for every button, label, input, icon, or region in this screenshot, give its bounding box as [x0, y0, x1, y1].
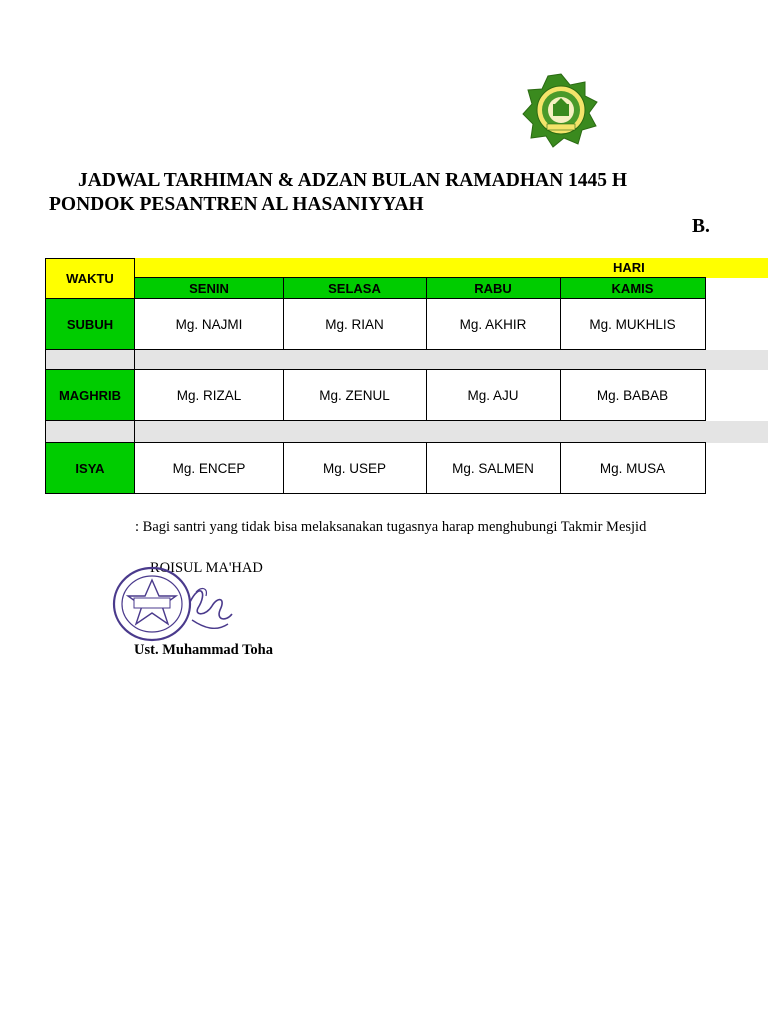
time-cell-maghrib — [45, 370, 135, 421]
day-header-selasa — [283, 278, 426, 298]
assignee-name: Mg. USEP — [322, 461, 387, 476]
table-cell — [283, 443, 426, 494]
day-header-senin — [135, 278, 283, 298]
grid-line — [560, 442, 561, 494]
table-cell — [426, 443, 560, 494]
day-label-selasa: SELASA — [328, 280, 381, 296]
grid-line — [45, 298, 705, 299]
hari-label: HARI — [613, 260, 645, 275]
day-header-rabu — [426, 278, 560, 298]
grid-line — [283, 369, 284, 421]
day-label-senin: SENIN — [189, 280, 229, 296]
grid-line — [45, 493, 706, 494]
assignee-name: Mg. ENCEP — [172, 461, 246, 476]
table-cell — [135, 370, 283, 421]
day-header-kamis — [560, 278, 705, 298]
grid-line — [45, 442, 705, 443]
grid-line — [45, 258, 135, 259]
day-label-kamis: KAMIS — [611, 280, 654, 296]
table-cell — [560, 298, 705, 350]
grid-line — [426, 369, 427, 421]
grid-line — [45, 420, 705, 421]
table-cell — [135, 443, 283, 494]
page-subtitle: PONDOK PESANTREN AL HASANIYYAH — [49, 194, 424, 215]
day-label-rabu: RABU — [474, 280, 512, 296]
assignee-name: Mg. NAJMI — [175, 316, 243, 332]
spacer-row — [45, 350, 768, 370]
assignee-name: Mg. SALMEN — [452, 461, 534, 476]
grid-line — [426, 277, 427, 350]
table-cell — [560, 370, 705, 421]
grid-line — [134, 258, 135, 494]
grid-line — [560, 369, 561, 421]
assignee-name: Mg. BABAB — [596, 388, 669, 403]
grid-line — [45, 258, 46, 494]
table-cell — [135, 298, 283, 350]
spacer-row — [45, 421, 768, 443]
assignee-name: Mg. ZENUL — [319, 388, 390, 403]
waktu-header-cell — [45, 258, 135, 298]
truncated-heading: B. — [692, 216, 710, 237]
time-label: MAGHRIB — [58, 388, 122, 403]
signer-role: ROISUL MA'HAD — [150, 560, 263, 576]
grid-line — [560, 277, 561, 350]
assignee-name: Mg. AKHIR — [459, 316, 527, 332]
assignee-name: Mg. AJU — [467, 388, 519, 403]
assignee-name: Mg. RIAN — [325, 316, 384, 332]
grid-line — [45, 369, 705, 370]
time-label: ISYA — [75, 461, 105, 476]
table-cell — [426, 298, 560, 350]
grid-line — [45, 349, 705, 350]
table-cell — [283, 370, 426, 421]
table-cell — [426, 370, 560, 421]
grid-line — [705, 369, 706, 421]
time-cell-isya — [45, 443, 135, 494]
assignee-name: Mg. MUKHLIS — [589, 316, 676, 332]
grid-line — [426, 442, 427, 494]
time-cell-subuh — [45, 298, 135, 350]
assignee-name: Mg. MUSA — [599, 461, 666, 476]
page-title: JADWAL TARHIMAN & ADZAN BULAN RAMADHAN 1445 H — [78, 170, 628, 191]
assignee-name: Mg. RIZAL — [176, 388, 242, 403]
grid-line — [135, 277, 705, 278]
official-stamp-icon — [108, 562, 238, 644]
pesantren-emblem-icon — [520, 72, 602, 148]
waktu-label: WAKTU — [66, 270, 114, 286]
grid-line — [705, 277, 706, 350]
grid-line — [705, 442, 706, 494]
footer-note: : Bagi santri yang tidak bisa melaksanakan tugasnya harap menghubungi Takmir Mesjid — [135, 519, 647, 535]
signer-name: Ust. Muhammad Toha — [134, 642, 273, 658]
table-cell — [283, 298, 426, 350]
grid-line — [283, 277, 284, 350]
table-cell — [560, 443, 705, 494]
grid-line — [283, 442, 284, 494]
time-label: SUBUH — [66, 316, 114, 332]
hari-header-cell — [135, 258, 768, 278]
